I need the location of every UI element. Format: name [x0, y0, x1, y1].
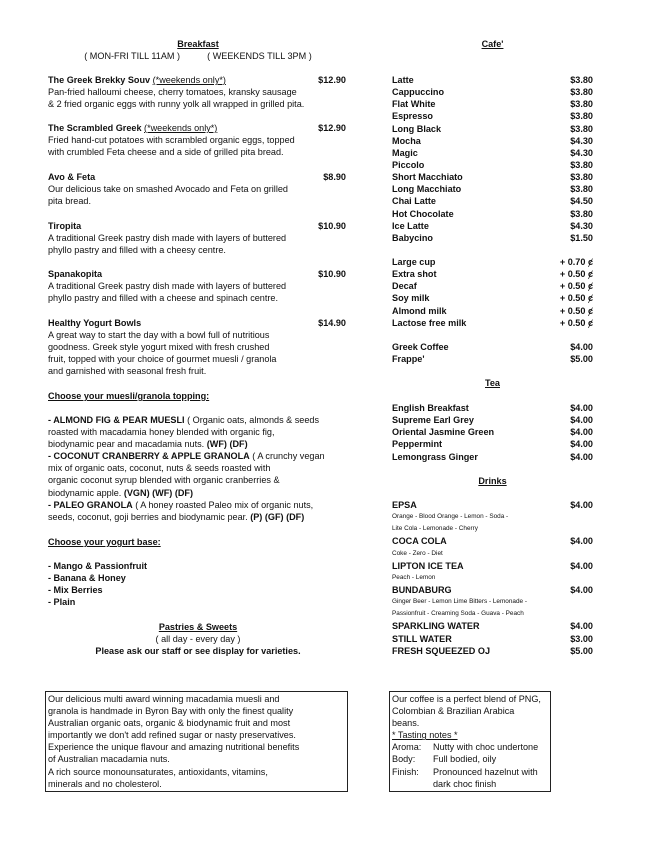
- item-note: (*weekends only*): [144, 123, 218, 133]
- cafe-extra: [392, 268, 593, 280]
- breakfast-hours: [48, 50, 348, 62]
- tasting-note-value: Full bodied, oily: [433, 754, 497, 765]
- drink-price: $4.00: [570, 500, 593, 510]
- tea-item: [392, 451, 593, 463]
- tea-title: Tea: [485, 378, 500, 388]
- yogurt-base-item: - Plain: [48, 597, 76, 608]
- cafe-item-name: Long Black: [392, 123, 442, 134]
- tea-item-price: $4.00: [570, 415, 593, 426]
- drinks-title: Drinks: [478, 476, 507, 486]
- drink-item: [392, 620, 593, 632]
- tea-list: [392, 402, 593, 463]
- item-desc-line: pita bread.: [48, 196, 91, 207]
- drink-name: COCA COLA: [392, 536, 447, 547]
- yogurt-base-list: [48, 560, 147, 608]
- cafe-other-price: $5.00: [570, 354, 593, 365]
- cafe-item-name: Ice Latte: [392, 220, 429, 231]
- tea-item-name: Lemongrass Ginger: [392, 451, 478, 462]
- cafe-item-name: Hot Chocolate: [392, 208, 454, 219]
- toppings-list: [48, 414, 348, 523]
- drink-item: [392, 535, 593, 547]
- muesli-info-line: minerals and no cholesterol.: [48, 778, 162, 789]
- cafe-item-price: $3.80: [570, 87, 593, 98]
- drink-price: $3.00: [570, 633, 593, 644]
- hours-weekday: ( MON-FRI TILL 11AM ): [84, 51, 181, 62]
- menu-item-greek-brekky-souv: [48, 74, 346, 110]
- cafe-extra-name: Extra shot: [392, 269, 437, 280]
- drink-flavours: Lite Cola - Lemonade - Cherry: [392, 525, 478, 533]
- topping-line: roasted with macadamia honey blended with organic fig,: [48, 427, 275, 438]
- cafe-item: [392, 220, 593, 232]
- cafe-title: Cafe': [481, 39, 504, 49]
- item-desc-line: phyllo pastry and filled with a cheesy centre.: [48, 245, 226, 256]
- muesli-info-box: [45, 691, 348, 792]
- cafe-item: [392, 135, 593, 147]
- tasting-note-value: Nutty with choc undertone: [433, 742, 539, 753]
- menu-item-spanakopita: [48, 268, 346, 304]
- tea-item-price: $4.00: [570, 403, 593, 413]
- cafe-extra-name: Almond milk: [392, 305, 447, 316]
- cafe-extra-name: Decaf: [392, 281, 417, 292]
- tasting-note: [392, 753, 548, 765]
- cafe-item-name: Piccolo: [392, 159, 425, 170]
- drink-name: EPSA: [392, 500, 417, 510]
- drink-item: [392, 499, 593, 511]
- drink-item: [392, 645, 593, 657]
- cafe-extra-price: + 0.50 ȼ: [559, 305, 593, 316]
- topping-line: organic coconut syrup blended with organic cranberries &: [48, 475, 280, 486]
- cafe-item-name: Babycino: [392, 232, 433, 243]
- drink-name: STILL WATER: [392, 633, 452, 644]
- item-name: Spanakopita: [48, 269, 103, 279]
- yogurt-base-item: - Mango & Passionfruit: [48, 561, 148, 571]
- tea-item-name: Peppermint: [392, 439, 443, 450]
- menu-item-scrambled-greek: [48, 122, 346, 158]
- item-desc-line: goodness. Greek style yogurt mixed with fresh crushed: [48, 342, 270, 353]
- item-desc-line: Our delicious take on smashed Avocado and Feta on grilled: [48, 184, 288, 195]
- tasting-note-value: dark choc finish: [433, 778, 497, 789]
- coffee-info-line: beans.: [392, 718, 420, 729]
- item-desc-line: & 2 fried organic eggs with runny yolk all wrapped in grilled pita.: [48, 99, 305, 110]
- tea-item: [392, 414, 593, 426]
- item-price: $8.90: [323, 172, 346, 182]
- cafe-item-price: $4.50: [570, 196, 593, 207]
- tasting-note-key: Body:: [392, 754, 416, 765]
- item-note: (*weekends only*): [152, 75, 226, 85]
- topping-line: biodynamic apple. (VGN) (WF) (DF): [48, 487, 194, 498]
- coffee-info-line: Our coffee is a perfect blend of PNG,: [392, 694, 541, 704]
- item-price: $10.90: [318, 221, 346, 231]
- cafe-item: [392, 232, 593, 244]
- item-name: Tiropita: [48, 221, 82, 231]
- muesli-info-line: importantly we don't add refined sugar or nasty preservatives.: [48, 730, 296, 741]
- cafe-extra-name: Large cup: [392, 257, 436, 267]
- item-name: Avo & Feta: [48, 172, 96, 182]
- cafe-item: [392, 74, 593, 86]
- drink-name: BUNDABURG: [392, 584, 452, 595]
- yogurt-base-item: - Mix Berries: [48, 585, 103, 596]
- cafe-extra-price: + 0.50 ȼ: [559, 317, 593, 328]
- cafe-item: [392, 171, 593, 183]
- topping-line: mix of organic oats, coconut, nuts & seeds roasted with: [48, 463, 271, 474]
- item-name: The Greek Brekky Souv: [48, 75, 151, 85]
- drink-item: [392, 560, 593, 572]
- item-desc-line: A traditional Greek pastry dish made with layers of buttered: [48, 281, 287, 292]
- cafe-extra-price: + 0.50 ȼ: [559, 269, 593, 280]
- drink-price: $4.00: [570, 560, 593, 571]
- tea-item: [392, 426, 593, 438]
- muesli-info-line: Australian organic oats, organic & biodynamic fruit and most: [48, 718, 291, 729]
- tea-item-name: English Breakfast: [392, 403, 469, 413]
- cafe-item-name: Latte: [392, 75, 414, 85]
- cafe-extra-price: + 0.50 ȼ: [559, 293, 593, 304]
- topping-text: ( Organic oats, almonds & seeds: [187, 415, 320, 425]
- cafe-item-price: $3.80: [570, 111, 593, 122]
- tasting-note-key: Finish:: [392, 766, 419, 777]
- drink-name: SPARKLING WATER: [392, 621, 480, 632]
- tea-item-price: $4.00: [570, 439, 593, 450]
- item-desc-line: A traditional Greek pastry dish made with layers of buttered: [48, 233, 287, 244]
- drink-flavours: Orange - Blood Orange - Lemon - Soda -: [392, 513, 509, 521]
- drink-name: LIPTON ICE TEA: [392, 560, 464, 571]
- pastries-subtitle: ( all day - every day ): [155, 634, 241, 645]
- topping-line: seeds, coconut, goji berries and biodynamic pear. (P) (GF) (DF): [48, 511, 305, 522]
- cafe-extra: [392, 292, 593, 304]
- tea-item: [392, 438, 593, 450]
- item-price: $12.90: [318, 75, 346, 85]
- cafe-extra-name: Lactose free milk: [392, 317, 467, 328]
- menu-item-tiropita: [48, 220, 346, 256]
- item-desc-line: with crumbled Feta cheese and a side of grilled pita bread.: [48, 147, 284, 158]
- cafe-item-name: Magic: [392, 147, 418, 158]
- cafe-item: [392, 147, 593, 159]
- muesli-info-line: of Australian macadamia nuts.: [48, 754, 170, 765]
- tea-item-price: $4.00: [570, 451, 593, 462]
- drink-item: [392, 584, 593, 596]
- cafe-other-name: Greek Coffee: [392, 342, 449, 352]
- tasting-notes-title: * Tasting notes *: [392, 730, 458, 741]
- tea-item-price: $4.00: [570, 427, 593, 438]
- tea-item-name: Oriental Jasmine Green: [392, 427, 495, 438]
- cafe-item: [392, 98, 593, 110]
- topping-line: - PALEO GRANOLA ( A honey roasted Paleo mix of organic nuts,: [48, 499, 314, 510]
- cafe-extra-name: Soy milk: [392, 293, 430, 304]
- tasting-note: [392, 766, 548, 778]
- cafe-other: [392, 341, 593, 353]
- cafe-extra-price: + 0.50 ȼ: [559, 281, 593, 292]
- cafe-item-price: $4.30: [570, 147, 593, 158]
- item-desc-line: and garnished with seasonal fresh fruit.: [48, 366, 207, 377]
- tasting-note-key: Aroma:: [392, 742, 422, 753]
- cafe-item-price: $3.80: [570, 99, 593, 110]
- drink-item: [392, 633, 593, 645]
- cafe-item-price: $3.80: [570, 159, 593, 170]
- cafe-item-price: $4.30: [570, 220, 593, 231]
- tea-item: [392, 402, 593, 414]
- cafe-item-name: Long Macchiato: [392, 184, 462, 195]
- cafe-item-price: $3.80: [570, 184, 593, 195]
- drink-flavours: Ginger Beer - Lemon Lime Bitters - Lemonade -: [392, 598, 527, 606]
- cafe-other-name: Frappe': [392, 354, 425, 365]
- cafe-extra-price: + 0.70 ȼ: [559, 257, 593, 267]
- item-price: $14.90: [318, 318, 346, 328]
- cafe-item: [392, 159, 593, 171]
- yogurt-base-item: - Banana & Honey: [48, 573, 126, 584]
- item-desc-line: phyllo pastry and filled with a cheese and spinach centre.: [48, 293, 279, 304]
- drink-flavours: Passionfruit - Creaming Soda - Guava - Peach: [392, 610, 524, 618]
- cafe-item: [392, 195, 593, 207]
- cafe-item-name: Cappuccino: [392, 87, 445, 98]
- cafe-item: [392, 208, 593, 220]
- muesli-info-line: granola is handmade in Byron Bay with only the finest quality: [48, 706, 294, 717]
- cafe-item-price: $3.80: [570, 123, 593, 134]
- cafe-extra: [392, 280, 593, 292]
- menu-item-avo-feta: [48, 171, 346, 207]
- muesli-info-line: Our delicious multi award winning macadamia muesli and: [48, 694, 280, 704]
- yogurt-base-title: Choose your yogurt base:: [48, 537, 161, 547]
- drinks-list: [392, 499, 593, 657]
- cafe-item-price: $1.50: [570, 232, 593, 243]
- cafe-extra: [392, 256, 593, 268]
- drink-name: FRESH SQUEEZED OJ: [392, 645, 491, 656]
- muesli-info-line: A rich source monounsaturates, antioxidants, vitamins,: [48, 766, 268, 777]
- item-name: The Scrambled Greek: [48, 123, 142, 133]
- cafe-item: [392, 123, 593, 135]
- cafe-item: [392, 183, 593, 195]
- cafe-extra: [392, 305, 593, 317]
- cafe-item: [392, 110, 593, 122]
- drink-flavours: Peach - Lemon: [392, 573, 436, 581]
- cafe-extra: [392, 317, 593, 329]
- cafe-item: [392, 86, 593, 98]
- coffee-info-line: Colombian & Brazilian Arabica: [392, 706, 515, 717]
- cafe-others-list: [392, 341, 593, 365]
- topping-line: - ALMOND FIG & PEAR MUESLI ( Organic oats, almonds & seeds: [48, 415, 320, 425]
- drink-price: $4.00: [570, 621, 593, 632]
- topping-line: biodynamic pear and macadamia nuts. (WF) (DF): [48, 439, 248, 450]
- cafe-item-name: Espresso: [392, 111, 433, 122]
- drink-price: $4.00: [570, 584, 593, 595]
- item-price: $12.90: [318, 123, 346, 133]
- coffee-info-box: [389, 691, 551, 792]
- cafe-item-price: $4.30: [570, 135, 593, 146]
- drink-price: $4.00: [570, 536, 593, 547]
- menu-item-yogurt-bowls: [48, 317, 346, 377]
- cafe-item-price: $3.80: [570, 75, 593, 85]
- tea-item-name: Supreme Earl Grey: [392, 415, 474, 426]
- cafe-other: [392, 353, 593, 365]
- pastries-section: [48, 621, 348, 657]
- breakfast-header: [48, 38, 348, 62]
- drink-flavours: Coke - Zero - Diet: [392, 549, 443, 557]
- item-price: $10.90: [318, 269, 346, 279]
- drink-price: $5.00: [570, 645, 593, 656]
- muesli-info-line: Experience the unique flavour and amazing nutritional benefits: [48, 742, 300, 753]
- toppings-title: Choose your muesli/granola topping:: [48, 391, 210, 401]
- cafe-item-price: $3.80: [570, 208, 593, 219]
- item-desc-line: A great way to start the day with a bowl full of nutritious: [48, 330, 270, 341]
- cafe-extras-list: [392, 256, 593, 329]
- item-desc-line: Pan-fried halloumi cheese, cherry tomatoes, kransky sausage: [48, 87, 297, 98]
- cafe-item-price: $3.80: [570, 172, 593, 183]
- cafe-item-name: Mocha: [392, 135, 421, 146]
- cafe-item-name: Chai Latte: [392, 196, 436, 207]
- tasting-note-value: Pronounced hazelnut with: [433, 766, 538, 777]
- pastries-title: Pastries & Sweets: [158, 622, 238, 632]
- hours-weekend: ( WEEKENDS TILL 3PM ): [207, 51, 312, 62]
- cafe-item-name: Short Macchiato: [392, 172, 463, 183]
- item-desc-line: fruit, topped with your choice of gourmet muesli / granola: [48, 354, 277, 365]
- item-desc-line: Fried hand-cut potatoes with scrambled organic eggs, topped: [48, 135, 295, 146]
- item-name: Healthy Yogurt Bowls: [48, 318, 142, 328]
- cafe-item-name: Flat White: [392, 99, 436, 110]
- tasting-note: [392, 778, 548, 790]
- tasting-note: [392, 741, 548, 753]
- breakfast-title: Breakfast: [177, 39, 219, 49]
- pastries-note: Please ask our staff or see display for varieties.: [95, 646, 301, 657]
- topping-line: - COCONUT CRANBERRY & APPLE GRANOLA ( A crunchy vegan: [48, 451, 325, 462]
- cafe-other-price: $4.00: [570, 342, 593, 352]
- cafe-list: [392, 74, 593, 244]
